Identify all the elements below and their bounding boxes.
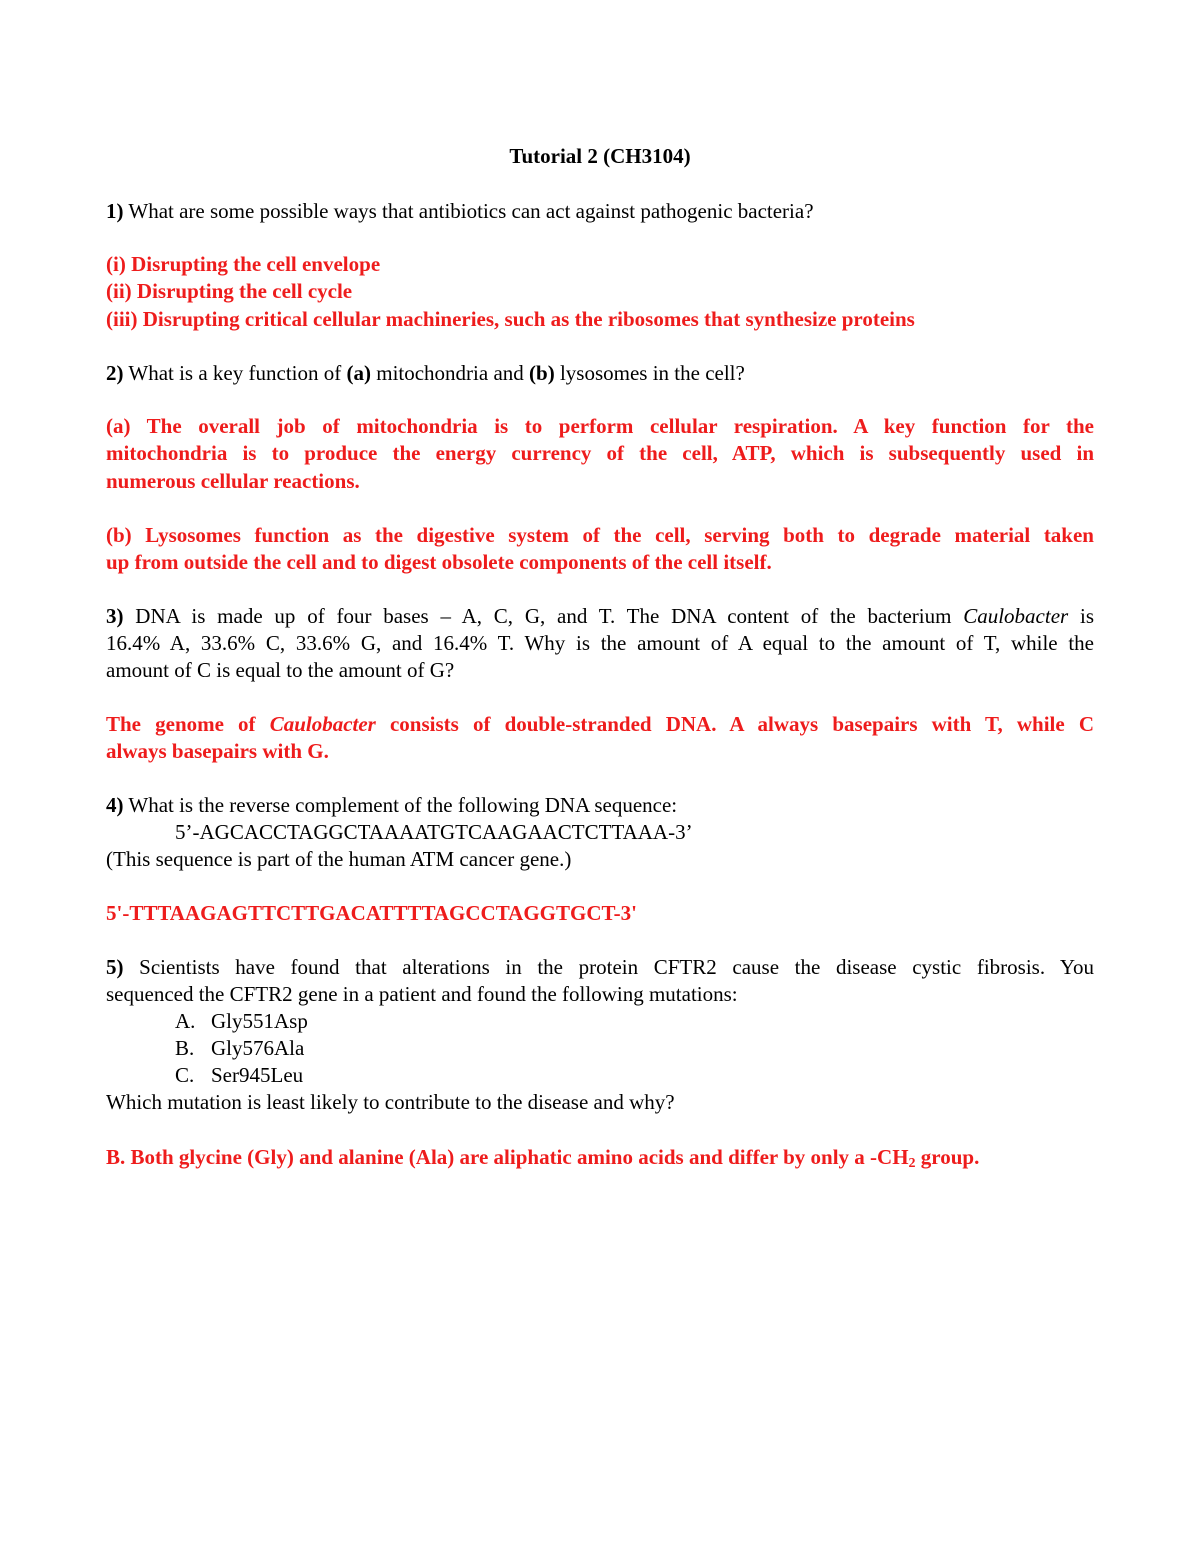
answer-3-line: always basepairs with G. [106,739,329,763]
question-text: DNA is made up of four bases – A, C, G, and T. The DNA content of the bacterium [135,604,952,628]
question-3-line: 16.4% A, 33.6% C, 33.6% G, and 16.4% T. Why is the amount of A equal to the amount of T, while the [106,631,1094,655]
part-b-label: (b) [529,361,555,385]
species-name: Caulobacter [963,604,1069,628]
answer-1-line: (ii) Disrupting the cell cycle [106,279,353,303]
option-label: B. [175,1036,195,1060]
question-text: lysosomes in the cell? [559,361,745,385]
question-text: mitochondria and [376,361,524,385]
part-a-label: (a) [346,361,371,385]
answer-1-line: (i) Disrupting the cell envelope [106,252,381,276]
option-text: Gly551Asp [211,1009,308,1033]
mutation-option [175,1062,303,1089]
answer-text: B. Both glycine (Gly) and alanine (Ala) are aliphatic amino acids and differ by only a -CH [106,1145,909,1169]
question-3 [106,603,1094,630]
answer-2a-line: mitochondria is to produce the energy currency of the cell, ATP, which is subsequently used in [106,441,1094,465]
answer-3-line [106,711,1094,738]
subscript: 2 [908,1156,916,1171]
answer-4: 5'-TTTAAGAGTTCTTGACATTTTAGCCTAGGTGCT-3' [106,901,637,925]
question-number: 1) [106,199,124,223]
option-label: C. [175,1063,195,1087]
answer-text: group. [915,1145,980,1169]
question-number: 5) [106,955,124,979]
answer-text: The genome of [106,712,256,736]
question-number: 3) [106,604,124,628]
option-text: Gly576Ala [211,1036,305,1060]
question-5-line: sequenced the CFTR2 gene in a patient and found the following mutations: [106,982,738,1006]
mutation-option [175,1008,308,1035]
question-text: is [1080,604,1095,628]
question-5-prompt: Which mutation is least likely to contribute to the disease and why? [106,1090,675,1114]
question-text: What is a key function of [128,361,342,385]
question-number: 4) [106,793,124,817]
option-text: Ser945Leu [211,1063,304,1087]
question-3-line: amount of C is equal to the amount of G? [106,658,455,682]
question-4 [106,792,677,819]
question-number: 2) [106,361,124,385]
answer-2a-line: numerous cellular reactions. [106,469,360,493]
answer-1-line: (iii) Disrupting critical cellular machineries, such as the ribosomes that synthesize proteins [106,307,915,331]
answer-2a-line: (a) The overall job of mitochondria is to perform cellular respiration. A key function for the [106,414,1094,438]
answer-5 [106,1144,979,1171]
answer-2b-line: (b) Lysosomes function as the digestive system of the cell, serving both to degrade material taken [106,523,1094,547]
answer-text: consists of double-stranded DNA. A always basepairs with T, while C [389,712,1094,736]
dna-sequence: 5’-AGCACCTAGGCTAAAATGTCAAGAACTCTTAAA-3’ [175,820,693,844]
option-label: A. [175,1009,196,1033]
mutation-option [175,1035,304,1062]
question-text: What are some possible ways that antibiotics can act against pathogenic bacteria? [128,199,814,223]
page-title: Tutorial 2 (CH3104) [509,144,691,168]
question-1 [106,198,814,225]
question-2 [106,360,745,387]
answer-2b-line: up from outside the cell and to digest obsolete components of the cell itself. [106,550,772,574]
question-text: Scientists have found that alterations in the protein CFTR2 cause the disease cystic fibrosis. You [139,955,1094,979]
question-5 [106,954,1094,981]
question-text: What is the reverse complement of the following DNA sequence: [128,793,678,817]
question-4-note: (This sequence is part of the human ATM cancer gene.) [106,847,572,871]
species-name: Caulobacter [269,712,376,736]
